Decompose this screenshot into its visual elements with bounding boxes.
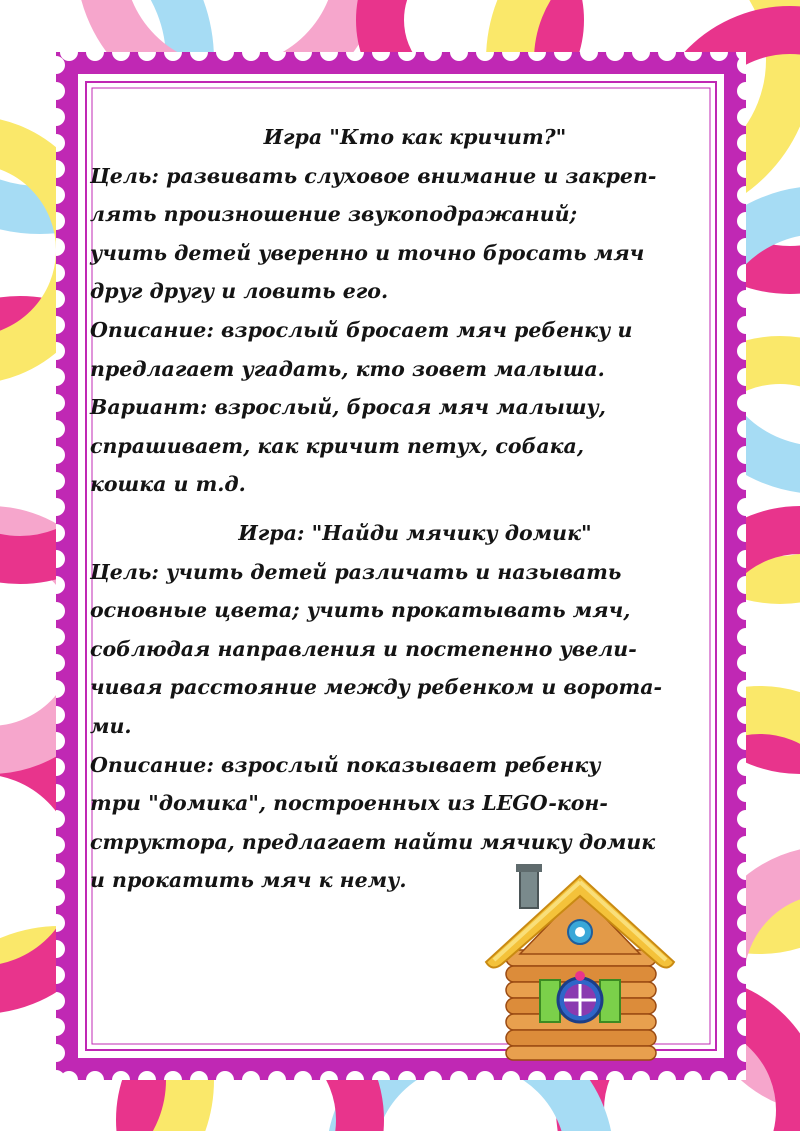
game1-goal: Цель: развивать слуховое внимание и закреп- лять произношение звукоподражаний; учить детей уверенно и точно бросать мяч друг другу и ловить его. (90, 163, 657, 304)
game2-description: Описание: взрослый показывает ребенку три "домика", построенных из LEGO-кон- структора, предлагает найти мячику домик и прокатить мяч к нему. (90, 752, 656, 893)
game2-goal: Цель: учить детей различать и называть основные цвета; учить прокатывать мяч, соблюдая направления и постепенно увели- чивая расстояние между ребенком и ворота- ми. (90, 559, 663, 738)
log-house-illustration (478, 862, 683, 1062)
game1-variant: Вариант: взрослый, бросая мяч малышу, спрашивает, как кричит петух, собака, кошка и т.д. (90, 395, 606, 497)
game1-description: Описание: взрослый бросает мяч ребенку и предлагает угадать, кто зовет малыша. (90, 317, 633, 381)
document-body (90, 118, 740, 900)
game1-title: Игра "Кто как кричит?" (263, 125, 567, 149)
game2-title: Игра: "Найди мячику домик" (238, 520, 592, 545)
